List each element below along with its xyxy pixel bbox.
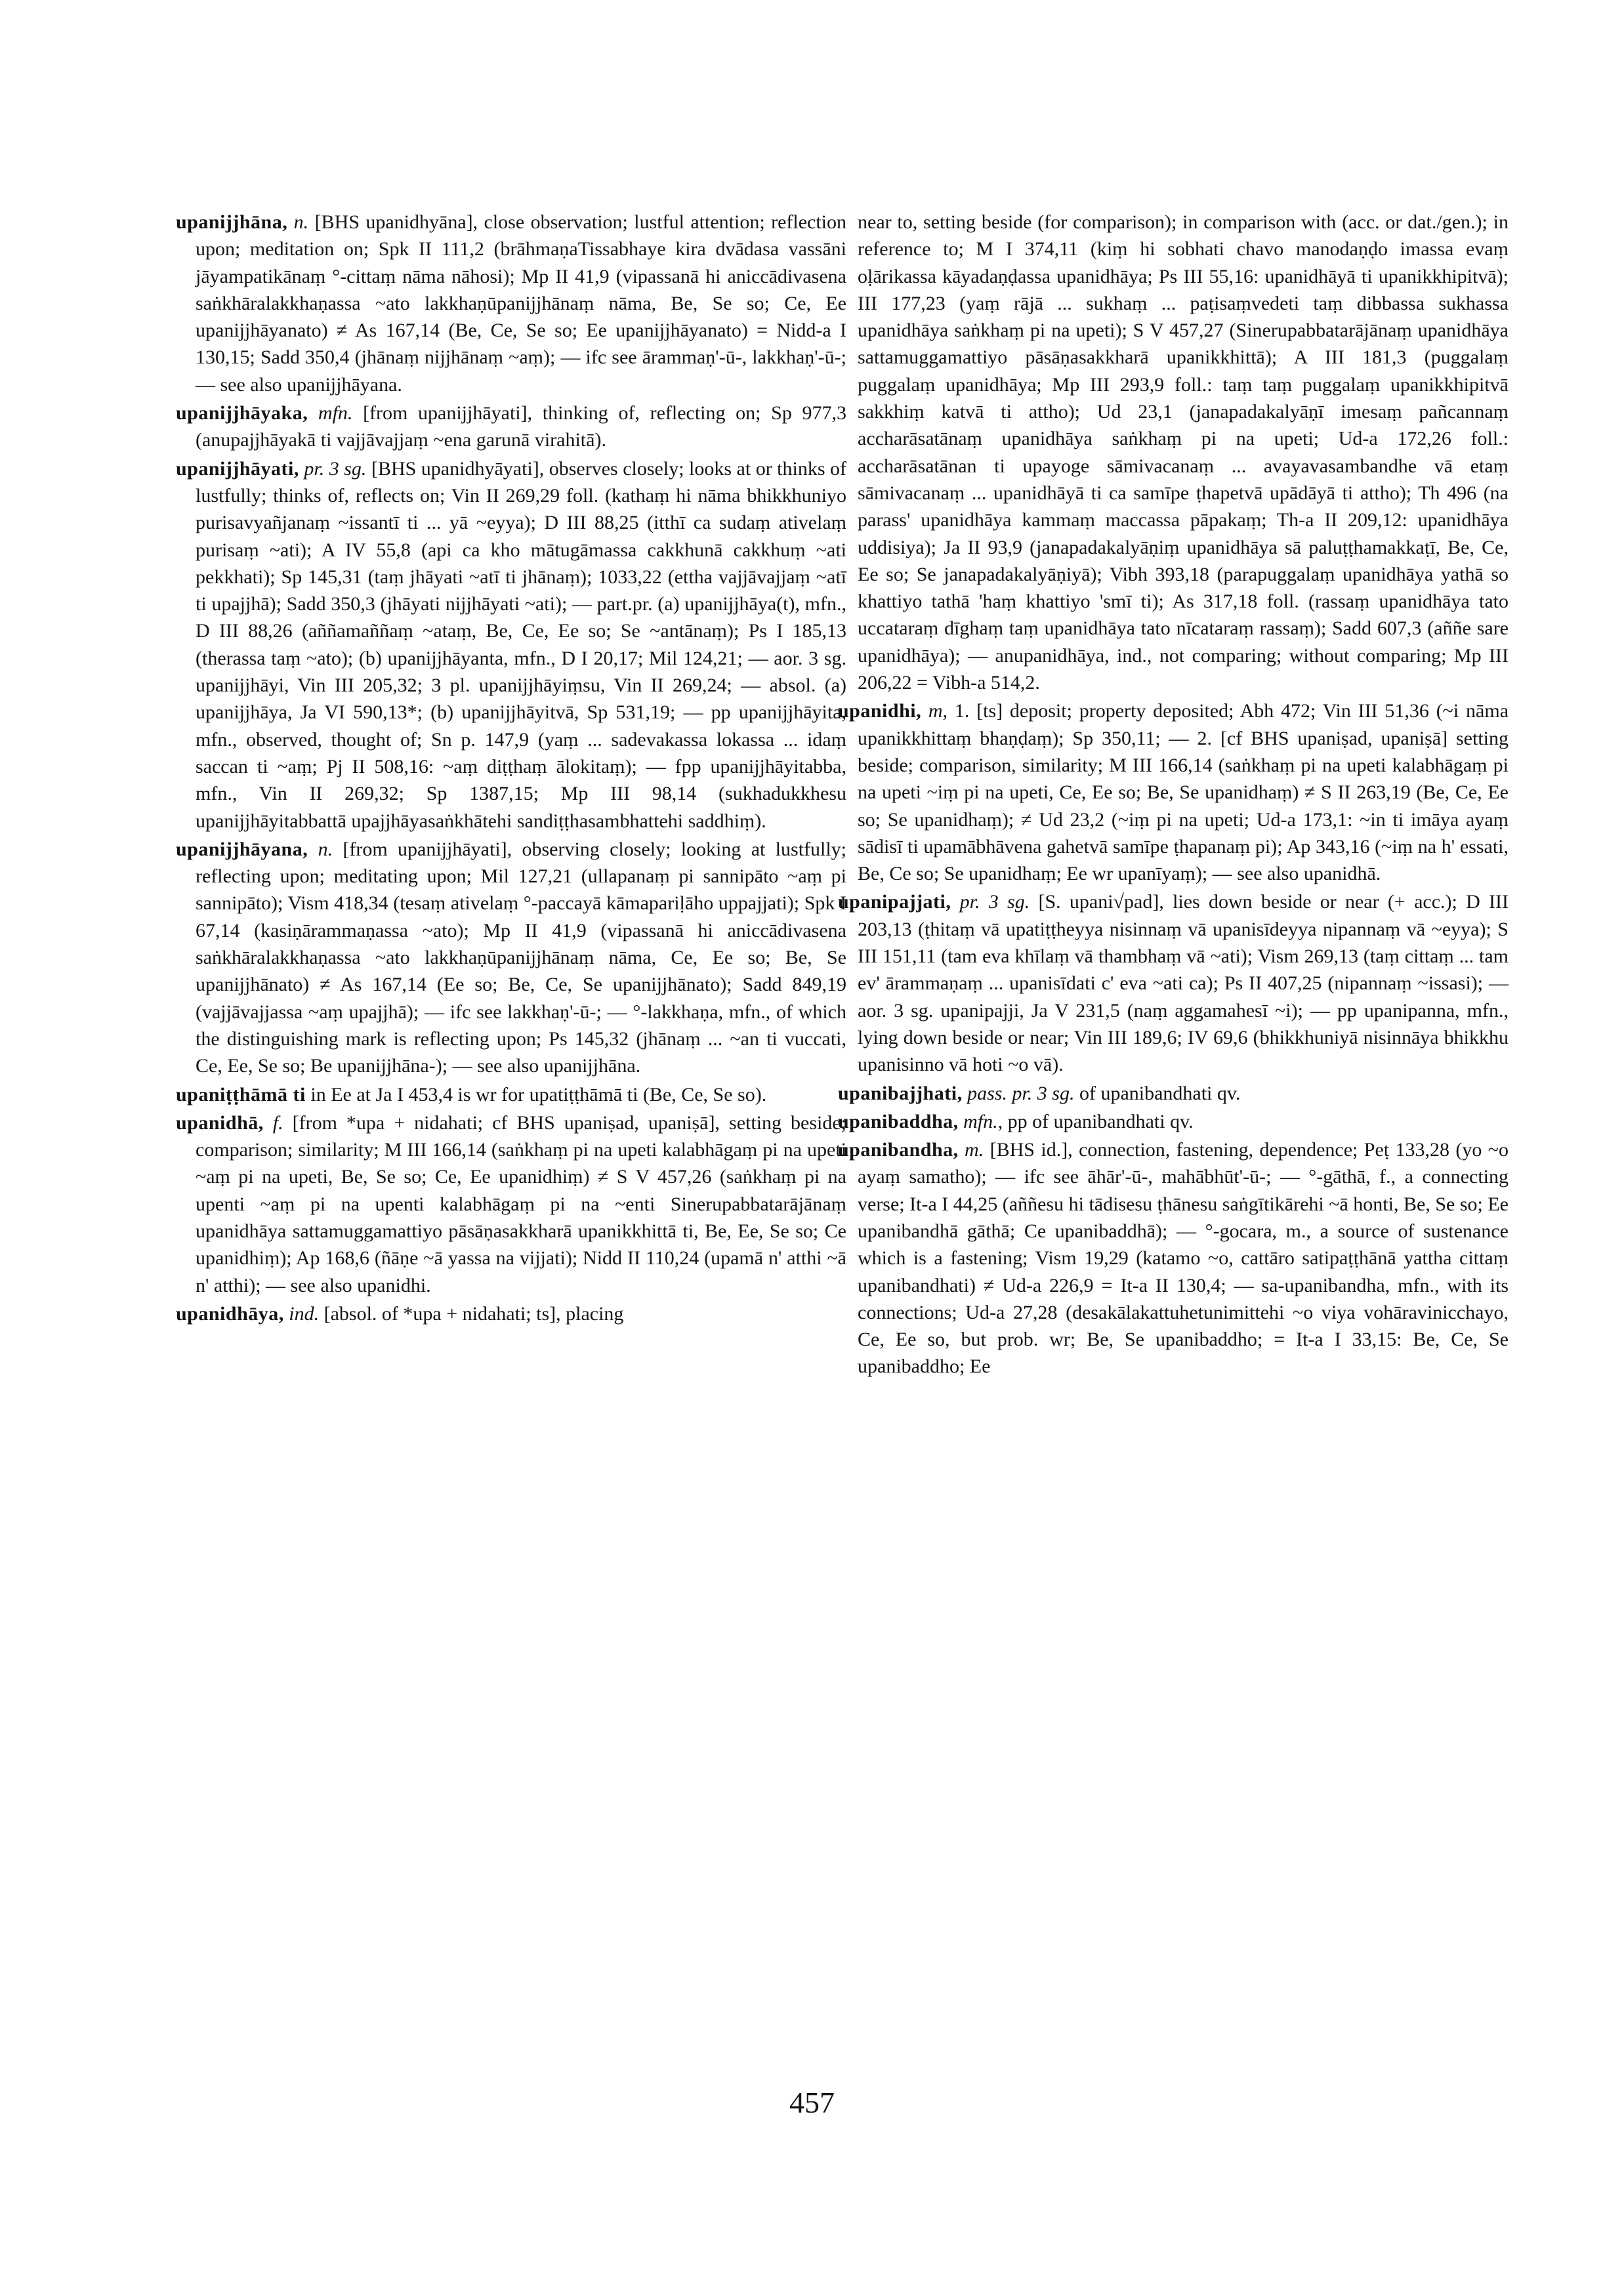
headword: upanijjhāna, [176, 211, 288, 233]
definition: [from upanijjhāyati], observing closely; looking at lustfully; reflecting upon; meditating upon; Mil 127,21 (ullapanaṃ pi sannipāto ~aṃ pi sannipāto); Vism 418,34 (tesaṃ ativelaṃ °-paccayā kāmapariḷāho uppajjati); Spk I 67,14 (kasiṇārammaṇassa ~ato); Mp II 41,9 (vipassanā hi aniccādivasena saṅkhāralakkhaṇassa ~ato lakkhaṇūpanijjhānaṃ nāma, Ce, Ee so; Be, Se upanijjhānato) ≠ As 167,14 (Ee so; Be, Ce, Se upanijjhānato); Sadd 849,19 (vajjāvajjassa ~aṃ upajjhā); — ifc see lakkhaṇ'-ū-; — °-lakkhaṇa, mfn., of which the distinguishing mark is reflecting upon; Ps 145,32 (jhānaṃ ... ~an ti vuccati, Ce, Ee, Se so; Be upanijjhāna-); — see also upanijjhāna. [196, 838, 847, 1077]
headword: upanidhi, [838, 700, 922, 722]
definition: [BHS id.], connection, fastening, dependence; Peṭ 133,28 (yo ~o ayaṃ samatho); — ifc see āhār'-ū-, mahābhūt'-ū-; — °-gāthā, f., a connecting verse; It-a I 44,25 (aññesu hi tādisesu ṭhānesu saṅgītikārehi ~ā honti, Be, Se so; Ee upanibandhā gāthā; Ce upanibaddhā); — °-gocara, m., a source of sustenance which is a fastening; Vism 19,29 (katamo ~o, cattāro satipaṭṭhānā yattha cittaṃ upanibandhati) ≠ Ud-a 226,9 = It-a II 130,4; — sa-upanibandha, mfn., with its connections; Ud-a 27,28 (desakālakattuhetunimittehi ~o viya vohāravinicchayo, Ce, Ee so, but prob. wr; Be, Se upanibaddho; = It-a I 33,15: Be, Ce, Se upanibaddho; Ee [858, 1139, 1509, 1378]
part-of-speech: pass. pr. 3 sg. [967, 1082, 1075, 1104]
headword: upanidhā, [176, 1111, 264, 1134]
headword: upaniṭṭhāmā ti [176, 1083, 306, 1106]
dictionary-entry [176, 836, 846, 1080]
definition: [S. upani√pad], lies down beside or near (+ acc.); D III 203,13 (ṭhitaṃ vā upatiṭṭheyya nisinnaṃ vā upanisīdeyya nipannaṃ vā ~eyya); S III 151,11 (tam eva khīlaṃ vā thambhaṃ vā ~ati); Vism 269,13 (taṃ cittaṃ ... tam ev' ārammaṇaṃ ... upanisīdati c' eva ~ati ca); Ps II 407,25 (nipannaṃ ~issasi); — aor. 3 sg. upanipajji, Ja V 231,5 (naṃ aggamahesī ~i); — pp upanipanna, mfn., lying down beside or near; Vin III 189,6; IV 69,6 (bhikkhuniyā nisinnāya bhikkhu upanisinno vā hoti ~o vā). [858, 891, 1509, 1076]
definition: of upanibandhati qv. [1079, 1082, 1241, 1104]
part-of-speech: f. [272, 1111, 283, 1134]
headword: upanidhāya, [176, 1302, 284, 1325]
left-column [176, 209, 846, 1329]
definition: 1. [ts] deposit; property deposited; Abh 472; Vin III 51,36 (~i nāma upanikkhittaṃ bhaṇḍaṃ); Sp 350,11; — 2. [cf BHS upaniṣad, upaniṣā] setting beside; comparison, similarity; M III 166,14 (saṅkhaṃ pi na upeti kalabhāgaṃ pi na upeti ~iṃ pi na upeti, Ce, Ee so; Be, Se upanidhaṃ) ≠ S II 263,19 (Be, Ce, Ee so; Se upanidhaṃ); ≠ Ud 23,2 (~iṃ pi na upeti; Ud-a 173,1: ~in ti imāya ayaṃ sādisī ti upamābhāvena gahetvā samīpe ṭhapanaṃ pi); Ap 343,16 (~iṃ na h' essati, Be, Ce so; Se upanidhaṃ; Ee wr upanīyaṃ); — see also upanidhā. [858, 700, 1509, 885]
headword: upanijjhāyati, [176, 457, 299, 480]
headword: upanijjhāyana, [176, 838, 308, 860]
headword: upanipajjati, [838, 891, 951, 913]
part-of-speech: mfn. [318, 402, 353, 424]
right-column [838, 209, 1509, 1382]
page-number: 457 [789, 2086, 835, 2119]
part-of-speech: mfn., [963, 1110, 1003, 1132]
dictionary-entry [176, 1109, 846, 1299]
part-of-speech: pr. 3 sg. [304, 457, 367, 480]
part-of-speech: n. [293, 211, 309, 233]
part-of-speech: m. [965, 1139, 984, 1161]
dictionary-entry [176, 1300, 846, 1327]
dictionary-entry [838, 1108, 1509, 1135]
dictionary-entry [838, 1136, 1509, 1380]
definition: [BHS upanidhyāna], close observation; lustful attention; reflection upon; meditation on; Spk II 111,2 (brāhmaṇaTissabhaye kira dvādasa vassāni jāyampatikānaṃ °-cittaṃ nāma nāhosi); Mp II 41,9 (vipassanā hi aniccādivasena saṅkhāralakkhaṇassa ~ato lakkhaṇūpanijjhānaṃ nāma, Be, Se so; Ce, Ee upanijjhāyanato) ≠ As 167,14 (Be, Ce, Se so; Ee upanijjhāyanato) = Nidd-a I 130,15; Sadd 350,4 (jhānaṃ nijjhānaṃ ~aṃ); — ifc see ārammaṇ'-ū-, lakkhaṇ'-ū-; — see also upanijjhāyana. [196, 211, 847, 396]
part-of-speech: ind. [289, 1302, 320, 1325]
entry-continuation: near to, setting beside (for comparison); in comparison with (acc. or dat./gen.); in reference to; M I 374,11 (kiṃ hi sobhati chavo manodaṇḍo imassa evaṃ oḷārikassa kāyadaṇḍassa upanidhāya; Ps III 55,16: upanidhāyā ti upanikkhipitvā); III 177,23 (yaṃ rājā ... sukhaṃ ... paṭisaṃvedeti taṃ dibbassa sukhassa upanidhāya saṅkhaṃ pi na upeti); S V 457,27 (Sinerupabbatarājānaṃ upanidhāya sattamuggamattiyo pāsāṇasakkharā upanikkhittā); A III 181,3 (puggalaṃ puggalaṃ upanidhāya; Mp III 293,9 foll.: taṃ taṃ puggalaṃ upanikkhipitvā sakkhiṃ katvā ti attho); Ud 23,1 (janapadakalyāṇī imesaṃ pañcannaṃ accharāsatānaṃ upanidhāya saṅkhaṃ pi na upeti; Ud-a 172,26 foll.: accharāsatānan ti upayoge sāmivacanaṃ ... avayavasambandhe vā etaṃ sāmivacanaṃ ... upanidhāyā ti ca samīpe ṭhapetvā upādāyā ti attho); Th 496 (na parass' upanidhāya kammaṃ maccassa pāpakaṃ; Th-a II 209,12: upanidhāya uddisiya); Ja II 93,9 (janapadakalyāṇiṃ upanidhāya sā paluṭṭhamakkaṭī, Be, Ce, Ee so; Se janapadakalyāṇiyā); Vibh 393,18 (parapuggalaṃ upanidhāya yathā so khattiyo tathā 'haṃ khattiyo 'smī ti); As 317,18 foll. (rassaṃ upanidhāya tato uccataraṃ dīghaṃ taṃ upanidhāya tato nīcataraṃ rassaṃ); Sadd 607,3 (aññe sare upanidhāya); — anupanidhāya, ind., not comparing; without comparing; Mp III 206,22 = Vibh-a 514,2. [858, 211, 1509, 694]
definition: [from upanijjhāyati], thinking of, reflecting on; Sp 977,3 (anupajjhāyakā ti vajjāvajjaṃ ~ena garunā virahitā). [196, 402, 846, 451]
dictionary-entry [838, 888, 1509, 1078]
dictionary-entry [176, 1081, 846, 1108]
definition: [BHS upanidhyāyati], observes closely; looks at or thinks of lustfully; thinks of, reflects on; Vin II 269,29 foll. (kathaṃ hi nāma bhikkhuniyo purisavyañjanaṃ ~issantī ti ... yā ~eyya); D III 88,25 (itthī ca sudaṃ ativelaṃ purisaṃ ~ati); A IV 55,8 (api ca kho mātugāmassa cakkhunā cakkhuṃ ~ati pekkhati); Sp 145,31 (taṃ jhāyati ~atī ti jhānaṃ); 1033,22 (ettha vajjāvajjaṃ ~atī ti upajjhā); Sadd 350,3 (jhāyati nijjhāyati ~ati); — part.pr. (a) upanijjhāya(t), mfn., D III 88,26 (aññamaññaṃ ~ataṃ, Be, Ce, Ee so; Se ~antānaṃ); Ps I 185,13 (therassa taṃ ~ato); (b) upanijjhāyanta, mfn., D I 20,17; Mil 124,21; — aor. 3 sg. upanijjhāyi, Vin III 205,32; 3 pl. upanijjhāyiṃsu, Vin II 269,24; — absol. (a) upanijjhāya, Ja VI 590,13*; (b) upanijjhāyitvā, Sp 531,19; — pp upanijjhāyita, mfn., observed, thought of; Sn p. 147,9 (yaṃ ... sadevakassa lokassa ... idaṃ saccan ti ~aṃ; Pj II 508,16: ~aṃ diṭṭhaṃ ālokitaṃ); — fpp upanijjhāyitabba, mfn., Vin II 269,32; Sp 1387,15; Mp III 98,14 (sukhadukkhesu upanijjhāyitabbattā upajjhāyasaṅkhātehi sandiṭṭhasambhattehi saddhiṃ). [196, 457, 847, 832]
part-of-speech: pr. 3 sg. [959, 891, 1030, 913]
dictionary-entry [176, 209, 846, 398]
definition: pp of upanibandhati qv. [1007, 1110, 1194, 1132]
dictionary-entry [838, 697, 1509, 887]
dictionary-entry [176, 400, 846, 454]
dictionary-entry [838, 1080, 1509, 1107]
definition: in Ee at Ja I 453,4 is wr for upatiṭṭhāmā ti (Be, Ce, Se so). [310, 1083, 767, 1106]
headword: upanibaddha, [838, 1110, 959, 1132]
definition: [from *upa + nidahati; cf BHS upaniṣad, upaniṣā], setting beside; comparison; similarity; M III 166,14 (saṅkhaṃ pi na upeti kalabhāgaṃ pi na upeti ~aṃ pi na upeti, Be, Se so; Ce, Ee upanidhiṃ) ≠ S V 457,26 (saṅkhaṃ pi na upenti ~aṃ pi na upenti kalabhāgaṃ pi na ~enti Sinerupabbatarājānaṃ upanidhāya sattamuggamattiyo pāsāṇasakkharā upanikkhittā ti, Be, Ee, Se so; Ce upanidhiṃ); Ap 168,6 (ñāṇe ~ā yassa na vijjati); Nidd II 110,24 (upamā n' atthi ~ā n' atthi); — see also upanidhi. [196, 1111, 847, 1296]
definition: [absol. of *upa + nidahati; ts], placing [323, 1302, 624, 1325]
headword: upanijjhāyaka, [176, 402, 308, 424]
part-of-speech: n. [318, 838, 333, 860]
headword: upanibajjhati, [838, 1082, 963, 1104]
headword: upanibandha, [838, 1139, 959, 1161]
part-of-speech: m, [928, 700, 948, 722]
dictionary-entry [176, 455, 846, 835]
